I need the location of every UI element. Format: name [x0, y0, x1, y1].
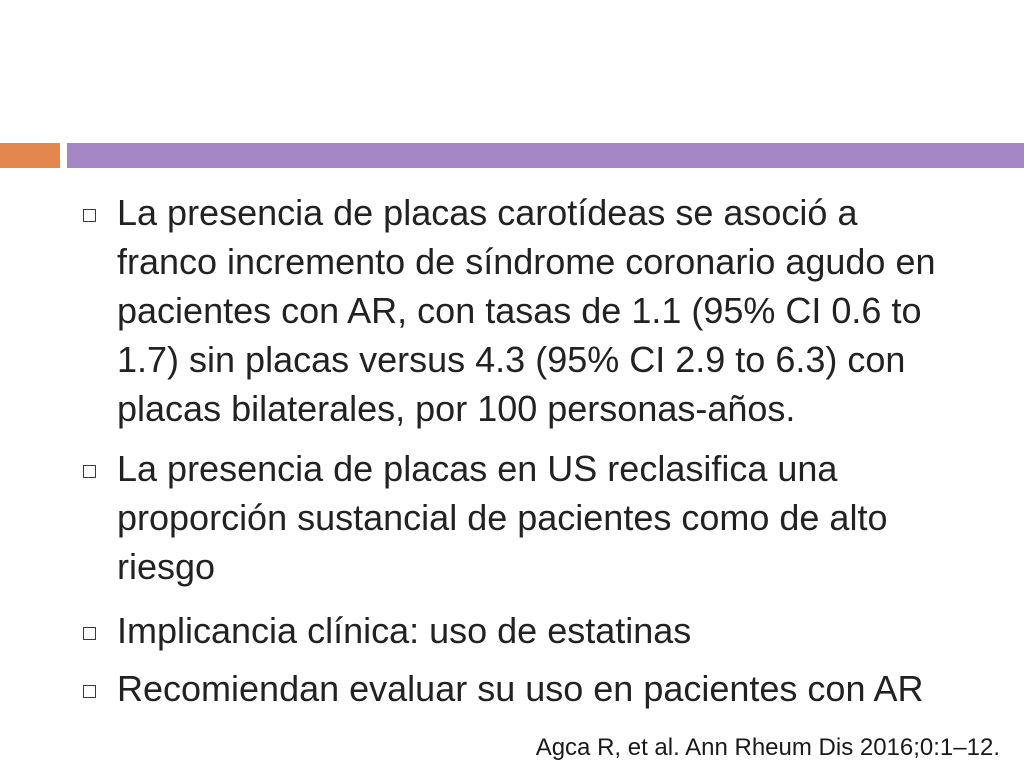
header-accent-bar: [0, 143, 1024, 168]
accent-bar-orange: [0, 143, 60, 168]
hollow-square-icon: [83, 465, 96, 478]
bullet-text-line: Recomiendan evaluar su uso en pacientes con AR: [117, 668, 924, 709]
bullet-text-line: riesgo: [117, 546, 216, 587]
bullet-text-line: franco incremento de síndrome coronario agudo en: [117, 241, 936, 282]
bullet-text-line: 1.7) sin placas versus 4.3 (95% CI 2.9 to 6.3) con: [117, 339, 906, 380]
bullet-item-plaques-risk: [0, 188, 1024, 433]
hollow-square-icon: [83, 685, 96, 698]
bullet-text-line: pacientes con AR, con tasas de 1.1 (95% CI 0.6 to: [117, 290, 922, 331]
bullet-item-clinical-implication: [0, 606, 1024, 655]
hollow-square-icon: [83, 627, 96, 640]
hollow-square-icon: [83, 209, 96, 222]
bullet-text-line: proporción sustancial de pacientes como de alto: [117, 497, 888, 538]
bullet-item-reclassification: [0, 444, 1024, 591]
bullet-text-line: La presencia de placas en US reclasifica una: [117, 448, 838, 489]
citation: Agca R, et al. Ann Rheum Dis 2016;0:1–12.: [535, 734, 1000, 761]
bullet-item-recommendation: [0, 664, 1024, 713]
bullet-text-line: La presencia de placas carotídeas se asoció a: [117, 192, 858, 233]
bullet-text-line: Implicancia clínica: uso de estatinas: [117, 610, 692, 651]
accent-bar-purple: [67, 143, 1024, 168]
bullet-text-line: placas bilaterales, por 100 personas-años.: [117, 388, 796, 429]
